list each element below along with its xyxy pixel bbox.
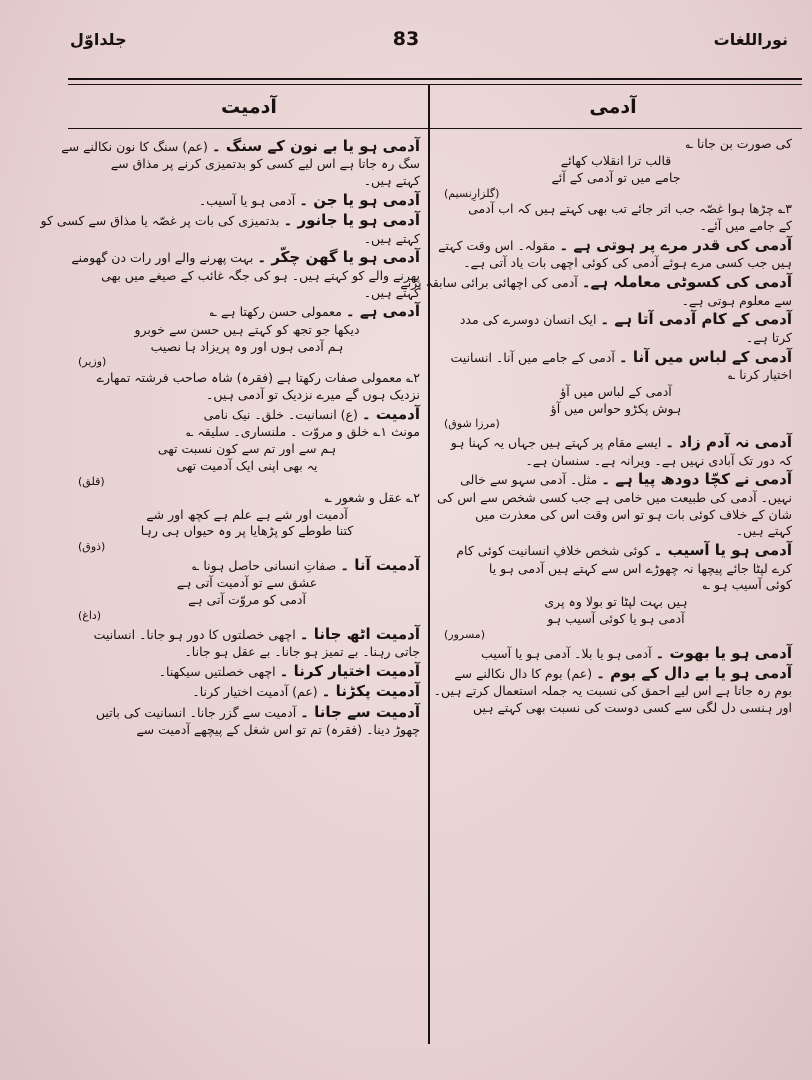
- entry-text-line: [440, 255, 792, 272]
- entry-definition: آدمیت سے گزر جانا۔ انسانیت کی باتیں: [95, 704, 301, 720]
- entry-text-line: [440, 330, 792, 347]
- entry-text-line: [74, 644, 420, 661]
- poet-attribution: (مرزا شوق): [444, 417, 500, 431]
- entry-headword: آدمی کے کام آدمی آتا ہے ۔: [600, 310, 792, 329]
- dictionary-entry: [74, 190, 420, 210]
- column-heading-rule: [68, 128, 802, 129]
- entry-definition: پھرنے والے کو کہتے ہیں۔ ہو کی جگہ غائب کے صیغے میں بھی: [101, 267, 420, 283]
- entry-definition: آدمی کی اچھائی برائی سابقہ پڑنے: [400, 275, 582, 291]
- entry-text-line: [74, 156, 420, 173]
- dictionary-entry: [74, 702, 420, 722]
- entry-headword: آدمی ہو یا بے نون کے سنگ ۔: [211, 137, 420, 155]
- entry-definition: بہت پھرنے والے اور رات دن گھومنے: [71, 250, 258, 266]
- entry-definition: سے معلوم ہوتی ہے۔: [681, 292, 792, 308]
- entry-definition: مقولہ۔ اس وقت کہتے: [438, 238, 560, 254]
- entry-text-line: [440, 700, 792, 717]
- entry-definition: آدمی ہو یا آسیب۔: [198, 193, 300, 208]
- dictionary-entry: [61, 136, 420, 156]
- entry-definition: اچھی خصلتیں سیکھنا۔: [158, 664, 280, 680]
- entry-definition: کرے لپٹا جائے پیچھا نہ چھوڑے اس سے کہتے ہیں آدمی ہو یا: [488, 560, 792, 576]
- entry-definition: مثل۔ آدمی سہو سے خالی: [460, 472, 602, 488]
- verse-line: آدمی ہو یا کوئی آسیب ہو: [547, 611, 685, 627]
- entry-definition: اختیار کرنا ؎: [728, 366, 792, 382]
- entry-definition: بوم رہ جاتا ہے اس لیے احمق کی نسبت یہ جملہ استعمال کرتے ہیں۔: [433, 683, 792, 699]
- entry-definition: کوئی شخص خلافِ انسانیت کوئی کام: [456, 543, 654, 559]
- entry-definition: کہتے ہیں۔: [363, 284, 420, 300]
- verse-line: یہ بھی اپنی ایک آدمیت تھی: [176, 457, 318, 473]
- verse-line: ہوش پکڑو حواس میں آؤ: [550, 400, 682, 416]
- entry-definition: مونث ۱؎ خلق و مروّت ۔ ملنساری۔ سلیقہ ؎: [186, 424, 420, 440]
- entry-definition: آدمی کے جامے میں آنا۔ انسانیت: [450, 349, 619, 365]
- entry-definition: ۲؎ عقل و شعور ؎: [324, 489, 420, 505]
- left-column-text: [40, 136, 420, 1036]
- entry-definition: کہتے ہیں۔: [363, 173, 420, 189]
- entry-definition: معمولی حسن رکھتا ہے ؎: [209, 304, 346, 320]
- entry-definition: شان کے خلاف کوئی بات ہو تو اس وقت اس کی معذرت میں: [475, 506, 792, 522]
- dictionary-entry: [74, 681, 420, 701]
- entry-text-line: [74, 490, 420, 507]
- entry-text-line: [440, 507, 792, 524]
- dictionary-entry: [74, 555, 420, 575]
- entry-headword: آدمی کی کسوٹی معاملہ ہے۔: [581, 273, 792, 292]
- entry-text-line: [74, 268, 420, 285]
- verse-line: ہم سے اور تم سے کون نسبت تھی: [157, 441, 337, 457]
- dictionary-entry: [440, 663, 792, 683]
- entry-definition: بدتمیزی کی بات پر غصّہ یا مذاق سے کسی کو: [40, 213, 284, 229]
- entry-text-line: [440, 218, 792, 235]
- entry-definition: کہتے ہیں۔: [363, 230, 420, 246]
- entry-headword: آدمی کے لباس میں آنا ۔: [618, 347, 792, 366]
- entry-definition: آدمی ہو یا بلا۔ آدمی ہو یا آسیب: [481, 645, 656, 661]
- poet-attribution: (گلزارِنسیم): [444, 186, 500, 200]
- verse-line: کتنا طوطے کو پڑھایا پر وہ حیواں ہی رہا: [140, 523, 354, 539]
- entry-definition: صفاتِ انسانی حاصل ہونا ؎: [192, 558, 341, 574]
- entry-definition: ۳؎ چڑھا ہوا غصّہ جب اتر جائے تب بھی کہتے ہیں کہ اب آدمی: [468, 201, 792, 217]
- entry-headword: آدمیت سے جانا ۔: [300, 702, 420, 721]
- entry-definition: جاتی رہنا۔ بے تمیز ہو جانا۔ بے عقل ہو جانا۔: [184, 644, 420, 660]
- entry-definition: سگ رہ جاتا ہے اس لیے کسی کو بدتمیزی کرنے پر مذاق سے: [110, 156, 420, 172]
- verse-line: دیکھا جو تجھ کو کہتے ہیں حسن سے خوبرو: [134, 321, 360, 337]
- entry-definition: کوئی آسیب ہو ؎: [702, 577, 792, 593]
- entry-text-line: [433, 683, 792, 700]
- dictionary-entry: [71, 247, 420, 267]
- poet-attribution: (ذوق): [78, 540, 106, 554]
- entry-headword: آدمی کی قدر مرے پر ہوتی ہے ۔: [559, 236, 792, 255]
- right-column-text: [400, 136, 792, 1036]
- entry-headword: آدمی ہو یا بھوت ۔: [655, 643, 792, 662]
- entry-headword: آدمیت اختیار کرنا ۔: [279, 662, 420, 681]
- verse-line: عشق سے تو آدمیت آتی ہے: [176, 575, 318, 591]
- entry-definition: کہ دور تک آبادی نہیں ہے۔ ویرانہ ہے۔ سنسان ہے۔: [525, 452, 792, 468]
- verse-line: جامے میں تو آدمی کے آئے: [551, 169, 681, 185]
- verse-line: ہیں بہت لپٹا تو بولا وہ پری: [544, 594, 688, 610]
- entry-definition: (ع) انسانیت۔ خلق۔ نیک نامی: [203, 406, 362, 422]
- poet-attribution: (قلق): [78, 474, 105, 488]
- volume-label: جلداوّل: [70, 30, 127, 49]
- entry-text-line: [74, 424, 420, 441]
- entry-text-line: [440, 136, 792, 153]
- entry-definition: نزدیک ہوں گے میرے نزدیک تو آدمی ہیں۔: [206, 387, 420, 403]
- entry-definition: کے جامے میں آئے۔: [699, 218, 792, 234]
- entry-text-line: [440, 367, 792, 384]
- dictionary-entry: [74, 661, 420, 681]
- entry-headword: آدمی ہے ۔: [345, 302, 420, 321]
- entry-headword: آدمی ہو یا جن ۔: [299, 191, 420, 209]
- left-column-heading: آدمیت: [221, 96, 277, 118]
- entry-text-line: [440, 453, 792, 470]
- entry-headword: آدمیت اٹھ جانا ۔: [299, 625, 420, 643]
- entry-definition: کرتا ہے۔: [745, 329, 792, 345]
- entry-definition: (عم) سنگ کا نون نکالنے سے: [61, 139, 212, 154]
- dictionary-entry: [440, 540, 792, 560]
- entry-headword: آدمیت ۔: [361, 404, 420, 423]
- entry-text-line: [440, 561, 792, 578]
- dictionary-entry: [74, 624, 420, 644]
- entry-definition: کہتے ہیں۔: [735, 523, 792, 539]
- entry-text-line: [440, 577, 792, 594]
- entry-definition: چھوڑ دینا۔ (فقرہ) تم تو اس شغل کے پیچھے آدمیت سے: [136, 721, 420, 737]
- page-number: 83: [392, 28, 420, 50]
- verse-line: قالب ترا انقلاب کھائے: [560, 152, 672, 168]
- verse-line: آدمی کو مروّت آتی ہے: [188, 592, 306, 608]
- verse-line: آدمیت اور شے ہے علم ہے کچھ اور شے: [146, 506, 348, 522]
- verse-line: ہم آدمی ہوں اور وہ پریزاد ہا نصیب: [150, 338, 344, 354]
- entry-headword: آدمی نہ آدم زاد ۔: [665, 433, 792, 452]
- poet-attribution: (وزیر): [78, 355, 107, 369]
- entry-text-line: [440, 523, 792, 540]
- entry-text-line: [74, 387, 420, 404]
- entry-headword: آدمی نے کچّا دودھ پیا ہے ۔: [601, 470, 792, 489]
- right-column-heading: آدمی: [589, 96, 637, 118]
- dictionary-entry: [440, 432, 792, 452]
- verse-line: آدمی کے لباس میں آؤ: [560, 383, 672, 399]
- dictionary-entry: [74, 404, 420, 424]
- entry-text-line: [74, 370, 420, 387]
- entry-definition: ایک انسان دوسرے کی مدد: [459, 312, 601, 328]
- entry-definition: کی صورت بن جانا ؎: [685, 136, 792, 151]
- header-rule-thick: [68, 78, 802, 80]
- entry-text-line: [74, 231, 420, 248]
- dictionary-entry: [440, 643, 792, 663]
- dictionary-entry: [40, 210, 420, 230]
- entry-text-line: [440, 293, 792, 310]
- entry-headword: آدمیت پکڑنا ۔: [321, 682, 420, 701]
- entry-definition: ۲؎ معمولی صفات رکھتا ہے (فقرہ) شاہ صاحب فرشتہ تمھارے: [96, 370, 420, 386]
- entry-text-line: [74, 173, 420, 190]
- poet-attribution: (داغ): [78, 609, 102, 623]
- entry-definition: نہیں۔ آدمی کی طبیعت میں خامی ہے جب کسی شخص سے اس کی: [437, 489, 792, 505]
- dictionary-entry: [440, 347, 792, 367]
- dictionary-entry: [440, 469, 792, 489]
- dictionary-entry: [400, 272, 792, 292]
- entry-text-line: [74, 722, 420, 739]
- entry-headword: آدمیت آنا ۔: [340, 556, 420, 575]
- entry-text-line: [440, 201, 792, 218]
- dictionary-entry: [440, 235, 792, 255]
- entry-headword: آدمی ہو یا گھن چکّر ۔: [257, 248, 420, 267]
- entry-definition: ایسے مقام پر کہتے ہیں جہاں یہ کہنا ہو: [450, 435, 666, 451]
- entry-text-line: [437, 489, 792, 507]
- entry-definition: اچھی خصلتوں کا دور ہو جانا۔ انسانیت: [93, 627, 300, 642]
- entry-headword: آدمی ہو یا آسیب ۔: [653, 541, 792, 560]
- entry-headword: آدمی ہو یا بے دال کے بوم ۔: [596, 664, 792, 683]
- entry-definition: (عم) بوم کا دال نکالنے سے: [454, 666, 597, 682]
- column-divider: [428, 84, 430, 1044]
- book-title: نوراللغات: [713, 30, 788, 49]
- header-rule-thin: [68, 84, 802, 85]
- entry-definition: ہیں جب کسی مرے ہوئے آدمی کی کوئی اچھی بات یاد آتی ہے۔: [463, 255, 792, 271]
- entry-definition: (عم) آدمیت اختیار کرنا۔: [192, 684, 322, 700]
- entry-headword: آدمی ہو یا جانور ۔: [283, 211, 420, 230]
- poet-attribution: (مسرور): [444, 628, 485, 642]
- entry-definition: اور ہنسی دل لگی سے کسی دوست کی نسبت بھی کہتے ہیں: [472, 700, 792, 716]
- dictionary-entry: [440, 309, 792, 329]
- dictionary-entry: [74, 301, 420, 321]
- entry-text-line: [74, 285, 420, 302]
